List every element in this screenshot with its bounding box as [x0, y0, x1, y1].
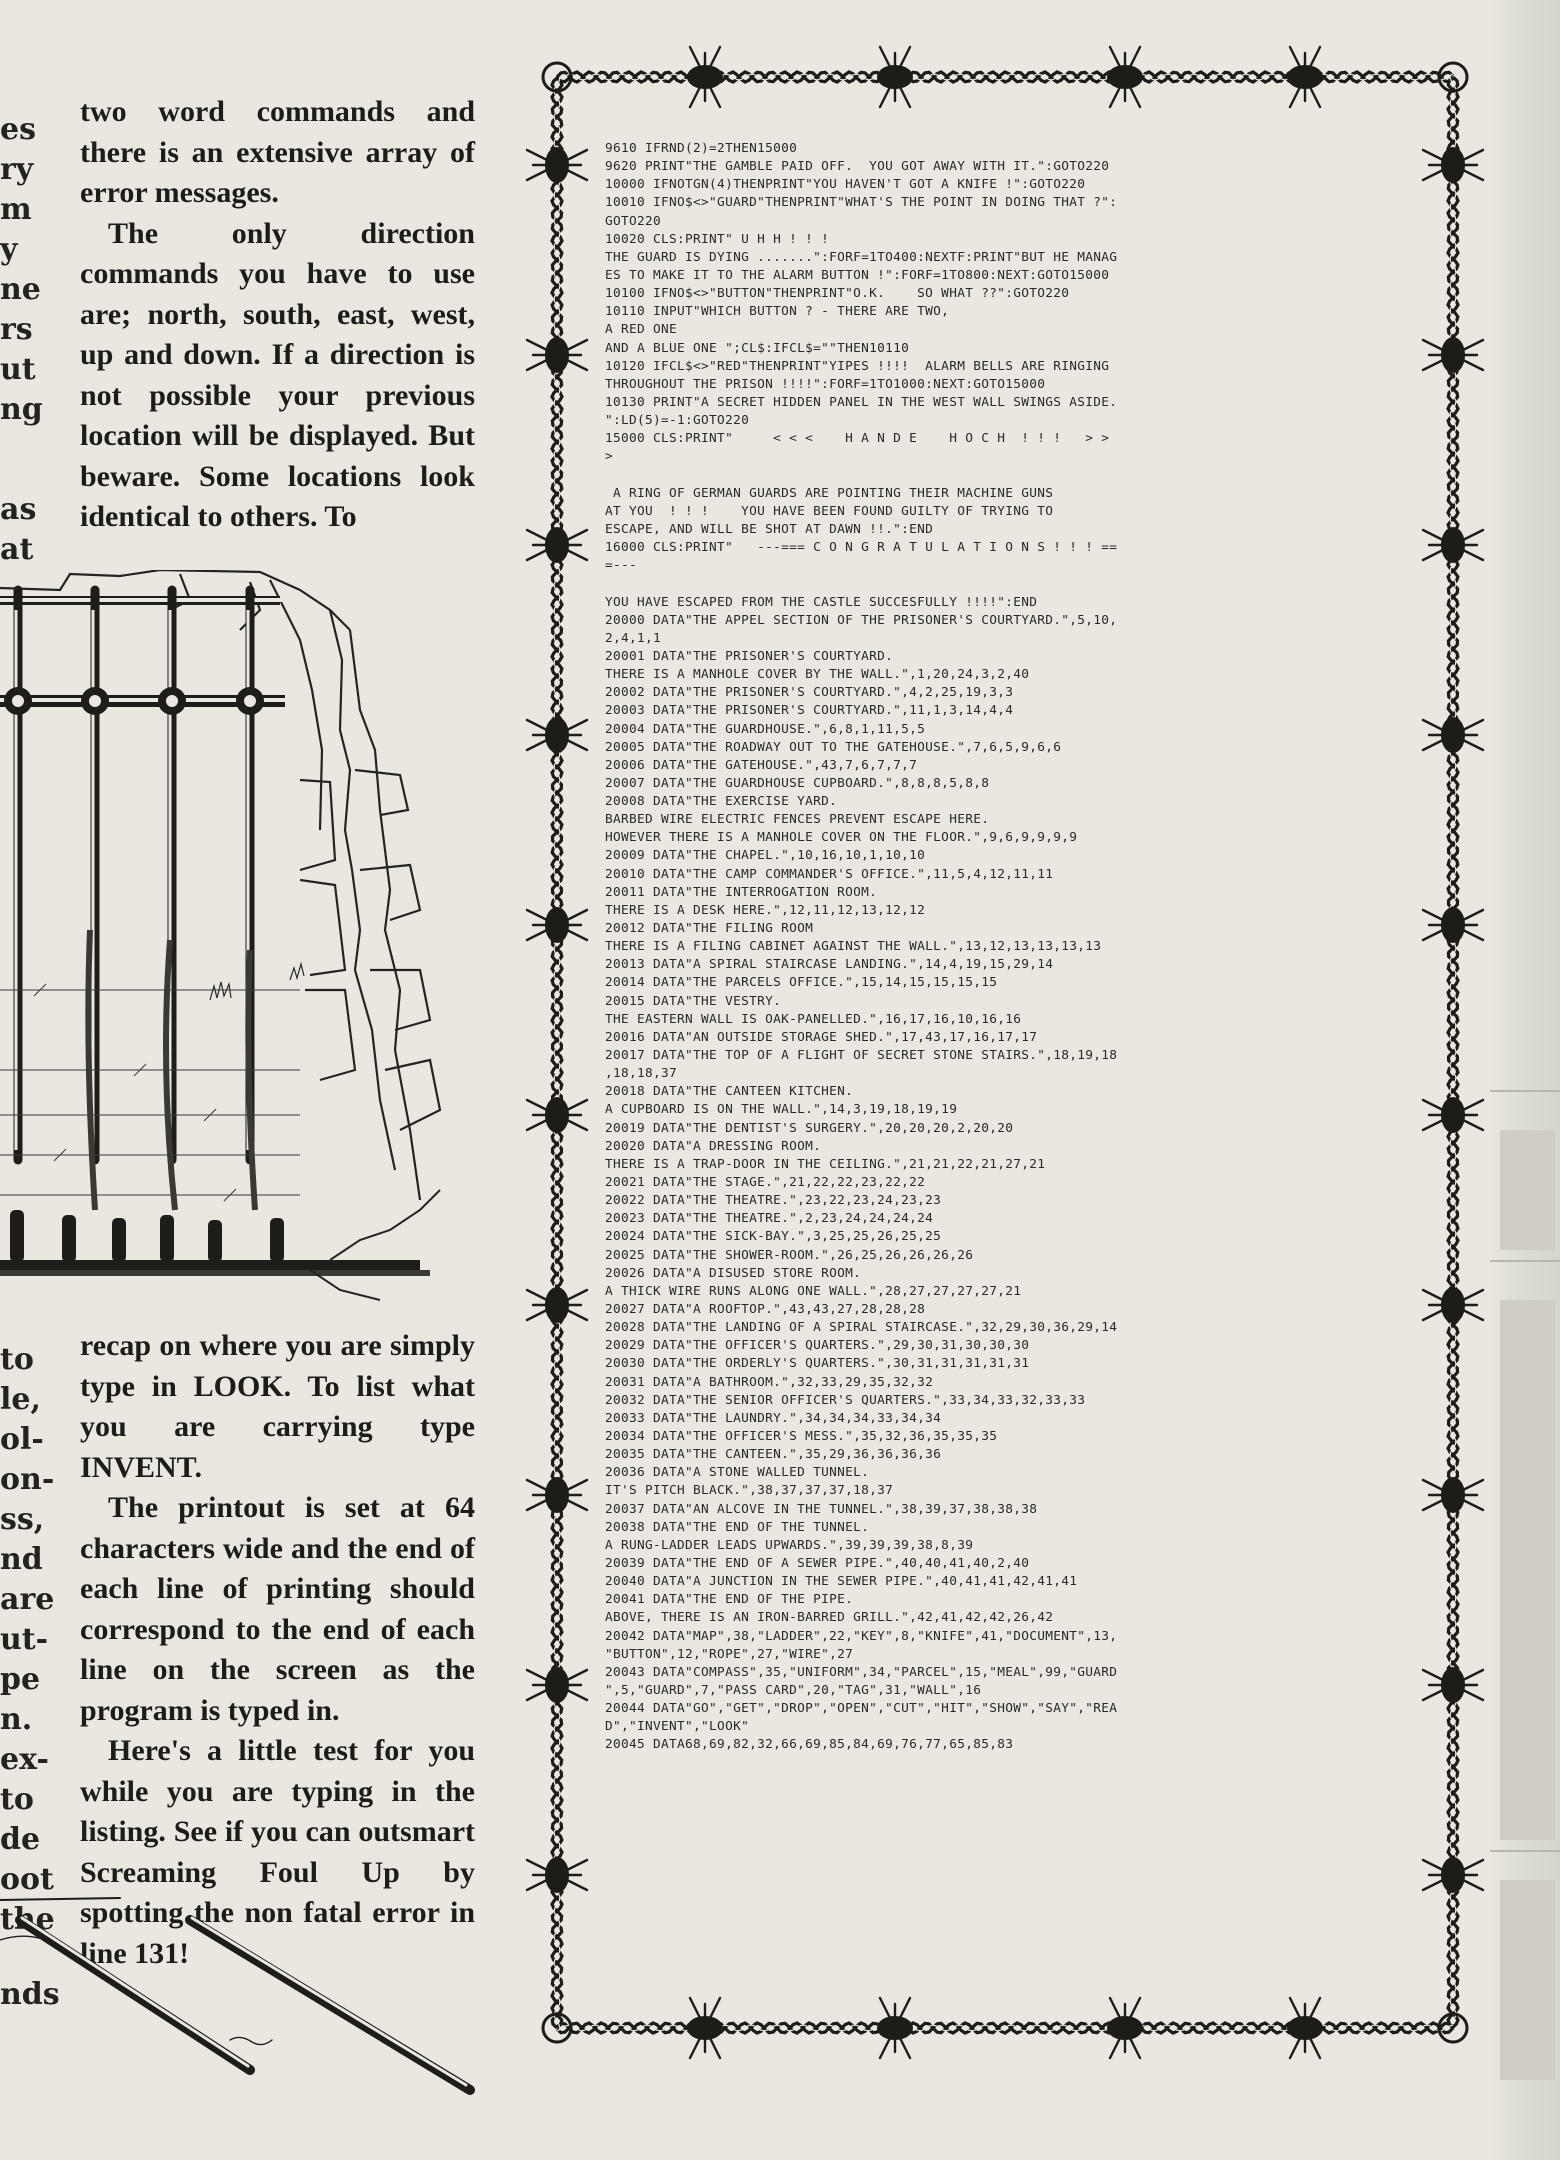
listing-line: 20042 DATA"MAP",38,"LADDER",22,"KEY",8,"KNIFE",41,"DOCUMENT",13,: [605, 1628, 1118, 1644]
edge-fragment: oot: [0, 1862, 54, 1897]
listing-line: 20002 DATA"THE PRISONER'S COURTYARD.",4,2,25,19,3,3: [605, 685, 1014, 701]
edge-fragment: y: [0, 232, 18, 267]
edge-fragment: on-: [0, 1462, 55, 1497]
listing-line: YOU HAVE ESCAPED FROM THE CASTLE SUCCESFULLY !!!!":END: [605, 594, 1038, 610]
listing-line: 20022 DATA"THE THEATRE.",23,22,23,24,23,23: [605, 1193, 942, 1209]
listing-line: 10130 PRINT"A SECRET HIDDEN PANEL IN THE WEST WALL SWINGS ASIDE.: [605, 394, 1118, 410]
listing-line: 20036 DATA"A STONE WALLED TUNNEL.: [605, 1465, 870, 1481]
listing-line: =---: [605, 558, 638, 574]
edge-fragment: the: [0, 1902, 55, 1937]
listing-line: 20043 DATA"COMPASS",35,"UNIFORM",34,"PARCEL",15,"MEAL",99,"GUARD: [605, 1664, 1118, 1680]
listing-line: 20035 DATA"THE CANTEEN.",35,29,36,36,36,36: [605, 1447, 942, 1463]
article-paragraph: Here's a little test for you while you are typing in the listing. See if you can outsmart Screaming Foul Up by spotting the non fatal error in line 131!: [80, 1734, 475, 1970]
listing-line: THERE IS A FILING CABINET AGAINST THE WALL.",13,12,13,13,13,13: [605, 939, 1102, 955]
next-page-edge: [1490, 0, 1560, 2160]
listing-line: 20000 DATA"THE APPEL SECTION OF THE PRISONER'S COURTYARD.",5,10,: [605, 612, 1118, 628]
edge-fragment: ex-: [0, 1742, 49, 1777]
listing-line: THROUGHOUT THE PRISON !!!!":FORF=1TO1000:NEXT:GOTO15000: [605, 376, 1046, 392]
listing-line: 2,4,1,1: [605, 630, 662, 646]
listing-line: BARBED WIRE ELECTRIC FENCES PREVENT ESCAPE HERE.: [605, 812, 990, 828]
listing-line: 20040 DATA"A JUNCTION IN THE SEWER PIPE.",40,41,41,42,41,41: [605, 1574, 1078, 1590]
edge-fragment: le,: [0, 1382, 41, 1417]
listing-line: 20004 DATA"THE GUARDHOUSE.",6,8,1,11,5,5: [605, 721, 926, 737]
edge-fragment: are: [0, 1582, 55, 1617]
listing-line: 20025 DATA"THE SHOWER-ROOM.",26,25,26,26,26,26: [605, 1247, 974, 1263]
listing-line: AT YOU ! ! ! YOU HAVE BEEN FOUND GUILTY OF TRYING TO: [605, 503, 1054, 519]
edge-fragment: ry: [0, 152, 34, 187]
listing-line: 16000 CLS:PRINT" ---=== C O N G R A T U L A T I O N S ! ! ! ==: [605, 540, 1118, 556]
edge-fragment: as: [0, 492, 37, 527]
listing-line: [605, 575, 1405, 593]
fallen-bars-illustration: [0, 1880, 480, 2100]
listing-line: 10010 IFNO$<>"GUARD"THENPRINT"WHAT'S THE POINT IN DOING THAT ?":: [605, 195, 1118, 211]
listing-line: 20005 DATA"THE ROADWAY OUT TO THE GATEHOUSE.",7,6,5,9,6,6: [605, 739, 1062, 755]
listing-line: A THICK WIRE RUNS ALONG ONE WALL.",28,27,27,27,27,21: [605, 1283, 1022, 1299]
article-paragraph: The printout is set at 64 characters wide and the end of each line of printing should correspond to the end of each line on the screen as the program is typed in.: [80, 1491, 475, 1727]
listing-line: 10110 INPUT"WHICH BUTTON ? - THERE ARE TWO,: [605, 304, 950, 320]
listing-line: 10120 IFCL$<>"RED"THENPRINT"YIPES !!!! ALARM BELLS ARE RINGING: [605, 358, 1110, 374]
listing-line: 20012 DATA"THE FILING ROOM: [605, 921, 814, 937]
listing-line: A CUPBOARD IS ON THE WALL.",14,3,19,18,19,19: [605, 1102, 958, 1118]
listing-line: 10100 IFNO$<>"BUTTON"THENPRINT"O.K. SO WHAT ??":GOTO220: [605, 286, 1070, 302]
edge-fragment: m: [0, 192, 32, 227]
article-paragraph: recap on where you are simply type in LOOK. To list what you are carrying type INVENT.: [80, 1329, 475, 1484]
edge-fragment: to: [0, 1342, 34, 1377]
edge-fragment: nds: [0, 1977, 60, 2012]
listing-line: 9610 IFRND(2)=2THEN15000: [605, 141, 798, 156]
listing-line: 20027 DATA"A ROOFTOP.",43,43,27,28,28,28: [605, 1302, 926, 1317]
listing-line: THE EASTERN WALL IS OAK-PANELLED.",16,17,16,10,16,16: [605, 1011, 1022, 1027]
listing-line: 20017 DATA"THE TOP OF A FLIGHT OF SECRET STONE STAIRS.",18,19,18: [605, 1048, 1118, 1064]
edge-fragment: ut-: [0, 1622, 49, 1657]
listing-line: A RUNG-LADDER LEADS UPWARDS.",39,39,39,38,8,39: [605, 1537, 974, 1553]
listing-line: ",5,"GUARD",7,"PASS CARD",20,"TAG",31,"WALL",16: [605, 1682, 982, 1698]
listing-line: 20006 DATA"THE GATEHOUSE.",43,7,6,7,7,7: [605, 757, 918, 773]
edge-fragment: to: [0, 1782, 34, 1817]
article-text-top: [80, 92, 475, 538]
listing-line: ESCAPE, AND WILL BE SHOT AT DAWN !!.":END: [605, 521, 934, 537]
listing-line: 20009 DATA"THE CHAPEL.",10,16,10,1,10,10: [605, 848, 926, 864]
listing-line: 20039 DATA"THE END OF A SEWER PIPE.",40,40,41,40,2,40: [605, 1555, 1030, 1571]
listing-line: 20010 DATA"THE CAMP COMMANDER'S OFFICE.",11,5,4,12,11,11: [605, 866, 1054, 882]
listing-line: 20020 DATA"A DRESSING ROOM.: [605, 1138, 822, 1154]
listing-line: 20037 DATA"AN ALCOVE IN THE TUNNEL.",38,39,37,38,38,38: [605, 1501, 1038, 1517]
listing-line: THERE IS A TRAP-DOOR IN THE CEILING.",21,21,22,21,27,21: [605, 1156, 1046, 1172]
listing-line: 20033 DATA"THE LAUNDRY.",34,34,34,33,34,34: [605, 1410, 942, 1426]
edge-fragment: de: [0, 1822, 41, 1857]
listing-line: 20021 DATA"THE STAGE.",21,22,22,23,22,22: [605, 1175, 926, 1191]
listing-line: 10000 IFNOTGN(4)THENPRINT"YOU HAVEN'T GOT A KNIFE !":GOTO220: [605, 177, 1086, 193]
listing-line: 20045 DATA68,69,82,32,66,69,85,84,69,76,77,65,85,83: [605, 1737, 1014, 1753]
listing-line: 20018 DATA"THE CANTEEN KITCHEN.: [605, 1084, 854, 1100]
edge-fragment: ne: [0, 272, 41, 307]
listing-line: ,18,18,37: [605, 1066, 678, 1082]
prison-window-illustration: [0, 570, 480, 1310]
listing-line: 20026 DATA"A DISUSED STORE ROOM.: [605, 1265, 862, 1281]
listing-line: A RING OF GERMAN GUARDS ARE POINTING THEIR MACHINE GUNS: [605, 485, 1054, 501]
prison-bars-drawing: [0, 570, 480, 1310]
listing-line: 20001 DATA"THE PRISONER'S COURTYARD.: [605, 648, 894, 664]
listing-line: 20028 DATA"THE LANDING OF A SPIRAL STAIRCASE.",32,29,30,36,29,14: [605, 1320, 1118, 1336]
edge-fragment: n.: [0, 1702, 33, 1737]
article-paragraph: The only direction commands you have to use are; north, south, east, west, up and down. If a direction is not possible your previous location will be displayed. But beware. Some locations look identical to others. To: [80, 216, 475, 533]
listing-line: HOWEVER THERE IS A MANHOLE COVER ON THE FLOOR.",9,6,9,9,9,9: [605, 830, 1078, 846]
listing-line: 20031 DATA"A BATHROOM.",32,33,29,35,32,32: [605, 1374, 934, 1390]
listing-line: 20019 DATA"THE DENTIST'S SURGERY.",20,20,20,2,20,20: [605, 1120, 1014, 1136]
listing-line: AND A BLUE ONE ";CL$:IFCL$=""THEN10110: [605, 340, 910, 356]
article-paragraph: two word commands and there is an extensive array of error messages.: [80, 95, 475, 209]
basic-program-listing: [605, 140, 1405, 1755]
fallen-bars-drawing: [0, 1880, 480, 2100]
listing-line: [605, 467, 1405, 485]
listing-line: 20029 DATA"THE OFFICER'S QUARTERS.",29,30,31,30,30,30: [605, 1338, 1030, 1354]
listing-line: ABOVE, THERE IS AN IRON-BARRED GRILL.",42,41,42,42,26,42: [605, 1610, 1054, 1626]
listing-line: IT'S PITCH BLACK.",38,37,37,37,18,37: [605, 1483, 894, 1499]
listing-line: 20034 DATA"THE OFFICER'S MESS.",35,32,36,35,35,35: [605, 1428, 998, 1444]
listing-line: A RED ONE: [605, 322, 678, 338]
edge-fragment: ol-: [0, 1422, 44, 1457]
listing-line: 20008 DATA"THE EXERCISE YARD.: [605, 794, 838, 810]
listing-line: 20013 DATA"A SPIRAL STAIRCASE LANDING.",14,4,19,15,29,14: [605, 957, 1054, 973]
listing-line: 20003 DATA"THE PRISONER'S COURTYARD.",11,1,3,14,4,4: [605, 703, 1014, 719]
listing-line: 20024 DATA"THE SICK-BAY.",3,25,25,26,25,25: [605, 1229, 942, 1245]
listing-line: THE GUARD IS DYING .......":FORF=1TO400:NEXTF:PRINT"BUT HE MANAG: [605, 249, 1118, 265]
listing-line: 20011 DATA"THE INTERROGATION ROOM.: [605, 884, 878, 900]
edge-fragment: nd: [0, 1542, 43, 1577]
listing-line: 20016 DATA"AN OUTSIDE STORAGE SHED.",17,43,17,16,17,17: [605, 1029, 1038, 1045]
listing-line: 20015 DATA"THE VESTRY.: [605, 993, 782, 1009]
listing-line: >: [605, 449, 614, 465]
listing-line: ":LD(5)=-1:GOTO220: [605, 413, 750, 429]
listing-line: 20007 DATA"THE GUARDHOUSE CUPBOARD.",8,8,8,5,8,8: [605, 775, 990, 791]
listing-line: "BUTTON",12,"ROPE",27,"WIRE",27: [605, 1646, 854, 1662]
edge-fragment: at: [0, 532, 34, 567]
edge-fragment: ss,: [0, 1502, 45, 1537]
listing-line: 20038 DATA"THE END OF THE TUNNEL.: [605, 1519, 870, 1535]
edge-fragment: es: [0, 112, 36, 147]
article-text-bottom: [80, 1326, 475, 1974]
edge-fragment: ut: [0, 352, 36, 387]
listing-line: 9620 PRINT"THE GAMBLE PAID OFF. YOU GOT AWAY WITH IT.":GOTO220: [605, 159, 1110, 175]
edge-fragment: rs: [0, 312, 33, 347]
listing-line: 20041 DATA"THE END OF THE PIPE.: [605, 1592, 854, 1608]
listing-line: 20044 DATA"GO","GET","DROP","OPEN","CUT","HIT","SHOW","SAY","REA: [605, 1701, 1118, 1717]
listing-line: THERE IS A MANHOLE COVER BY THE WALL.",1,20,24,3,2,40: [605, 667, 1030, 683]
listing-line: GOTO220: [605, 213, 662, 229]
listing-line: 20032 DATA"THE SENIOR OFFICER'S QUARTERS.",33,34,33,32,33,33: [605, 1392, 1086, 1408]
listing-line: D","INVENT","LOOK": [605, 1719, 750, 1735]
listing-line: 20023 DATA"THE THEATRE.",2,23,24,24,24,24: [605, 1211, 934, 1227]
listing-line: THERE IS A DESK HERE.",12,11,12,13,12,12: [605, 902, 926, 918]
edge-fragment: ng: [0, 392, 43, 427]
listing-line: 15000 CLS:PRINT" < < < H A N D E H O C H ! ! ! > >: [605, 431, 1110, 447]
listing-line: 20014 DATA"THE PARCELS OFFICE.",15,14,15,15,15,15: [605, 975, 998, 991]
edge-fragment: pe: [0, 1662, 41, 1697]
listing-line: ES TO MAKE IT TO THE ALARM BUTTON !":FORF=1TO800:NEXT:GOTO15000: [605, 267, 1110, 283]
listing-line: 20030 DATA"THE ORDERLY'S QUARTERS.",30,31,31,31,31,31: [605, 1356, 1030, 1372]
listing-line: 10020 CLS:PRINT" U H H ! ! !: [605, 231, 830, 247]
